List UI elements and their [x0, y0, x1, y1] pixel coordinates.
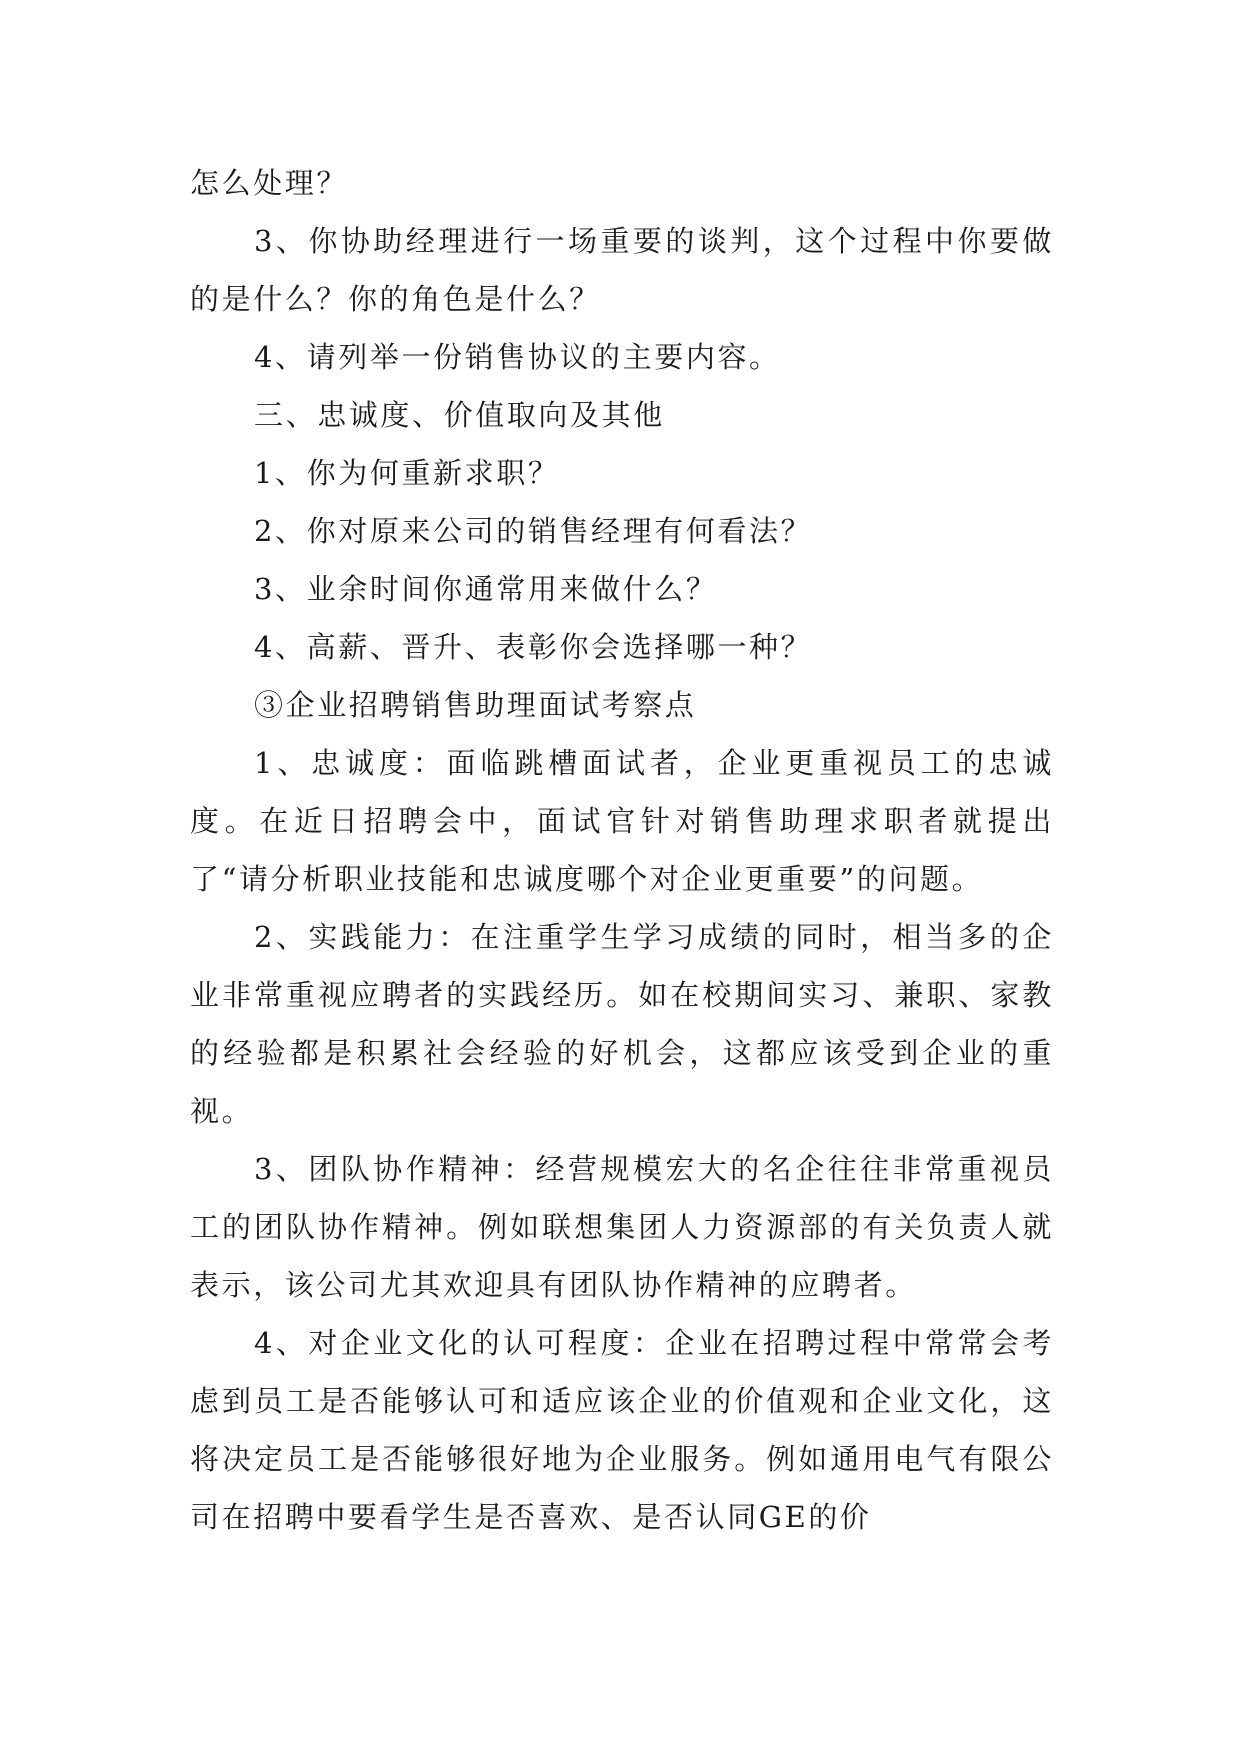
paragraph-continuation: 怎么处理？	[190, 166, 349, 200]
question-negotiation-role: 3、你协助经理进行一场重要的谈判，这个过程中你要做的是什么？你的角色是什么？	[190, 224, 1054, 316]
subsection-heading-assessment-points: ③企业招聘销售助理面试考察点	[254, 688, 697, 722]
question-spare-time: 3、业余时间你通常用来做什么？	[254, 572, 718, 606]
section-heading-loyalty-values: 三、忠诚度、价值取向及其他	[254, 398, 665, 432]
point-loyalty: 1、忠诚度：面临跳槽面试者，企业更重视员工的忠诚度。在近日招聘会中，面试官针对销售助理求职者就提出了“请分析职业技能和忠诚度哪个对企业更重要”的问题。	[190, 746, 1054, 896]
point-corporate-culture: 4、对企业文化的认可程度：企业在招聘过程中常常会考虑到员工是否能够认可和适应该企业的价值观和企业文化，这将决定员工是否能够很好地为企业服务。例如通用电气有限公司在招聘中要看学生是否喜欢、是否认同GE的价	[190, 1326, 1054, 1534]
document-body	[190, 154, 1054, 1546]
point-teamwork: 3、团队协作精神：经营规模宏大的名企往往非常重视员工的团队协作精神。例如联想集团人力资源部的有关负责人就表示，该公司尤其欢迎具有团队协作精神的应聘者。	[190, 1152, 1054, 1302]
question-former-manager: 2、你对原来公司的销售经理有何看法？	[254, 514, 813, 548]
question-why-job-seeking: 1、你为何重新求职？	[254, 456, 560, 490]
question-sales-agreement: 4、请列举一份销售协议的主要内容。	[254, 340, 781, 374]
point-practical-ability: 2、实践能力：在注重学生学习成绩的同时，相当多的企业非常重视应聘者的实践经历。如在校期间实习、兼职、家教的经验都是积累社会经验的好机会，这都应该受到企业的重视。	[190, 920, 1054, 1128]
question-salary-promotion: 4、高薪、晋升、表彰你会选择哪一种？	[254, 630, 813, 664]
